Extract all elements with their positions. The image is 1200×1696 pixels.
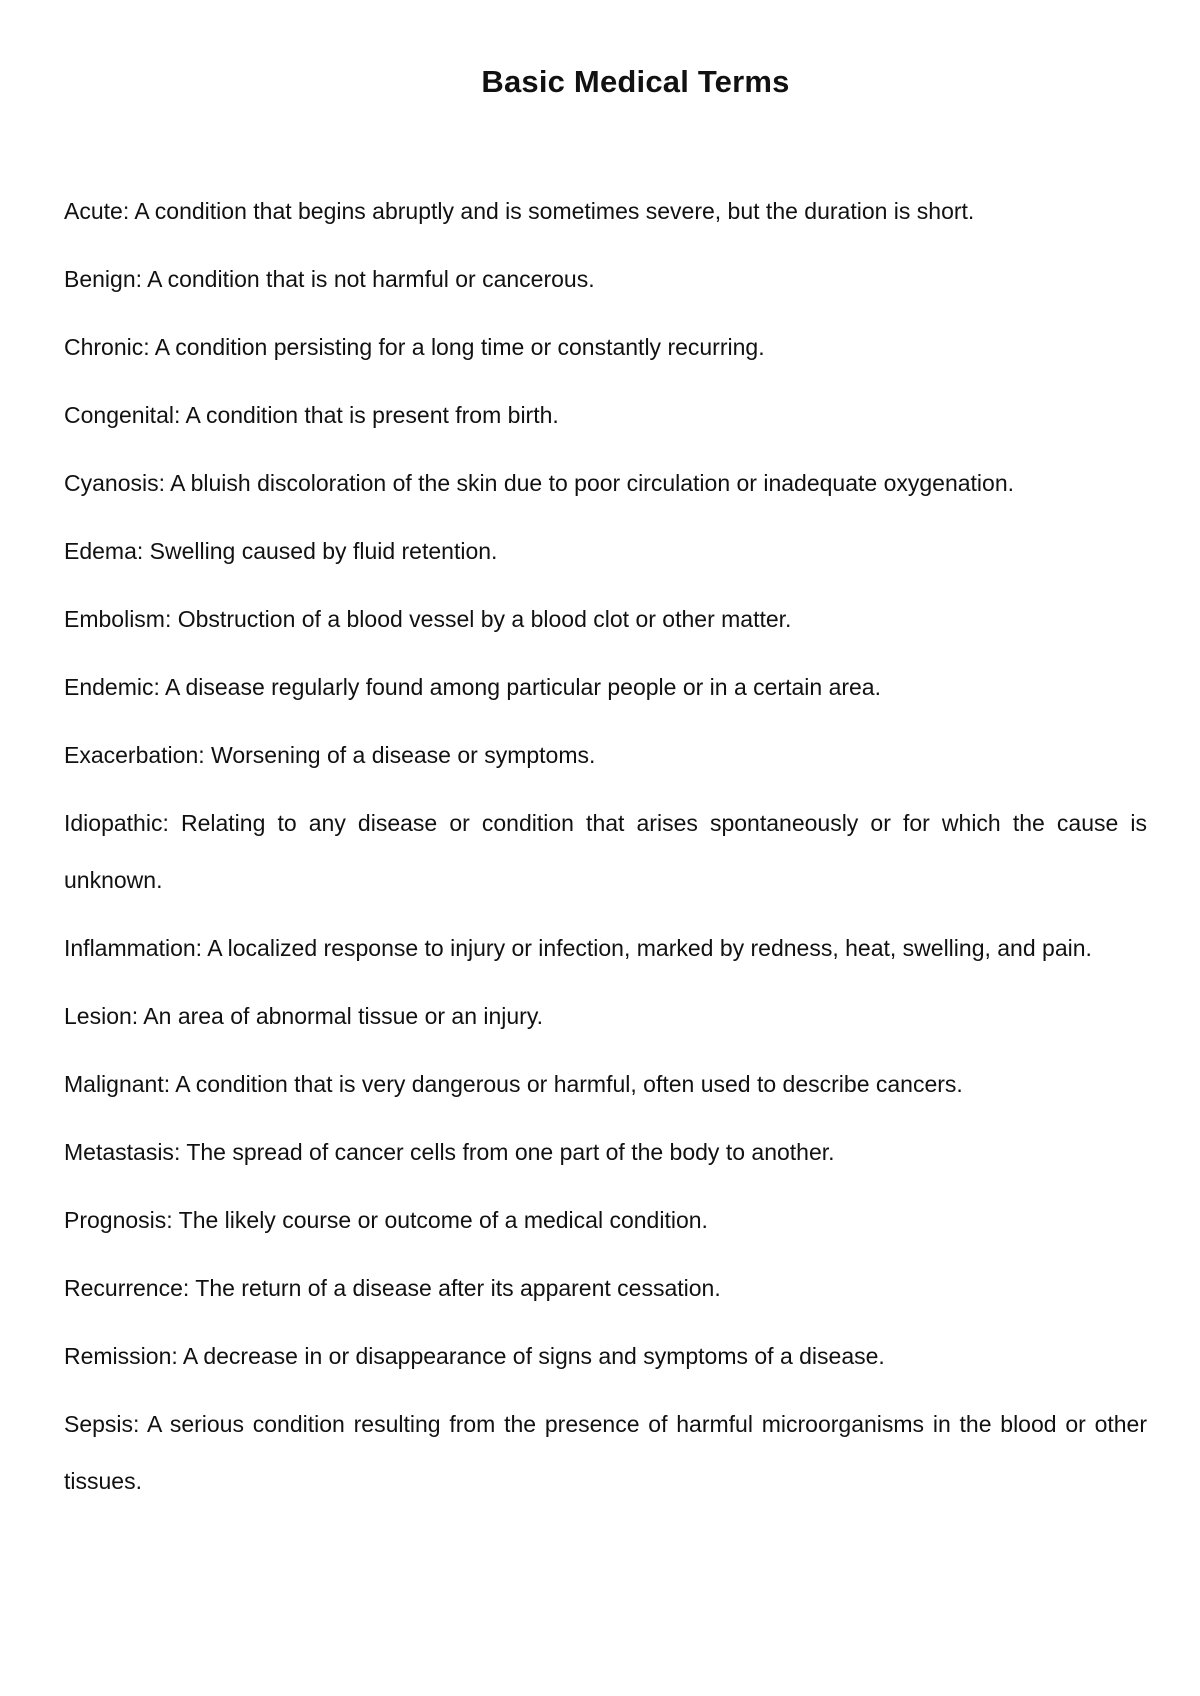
term-definition: A serious condition resulting from the presence of harmful microorganisms in the blood or other tissues. <box>64 1411 1148 1494</box>
term-definition: A condition that is very dangerous or harmful, often used to describe cancers. <box>175 1071 963 1097</box>
term-name: Embolism : <box>64 606 171 632</box>
term-item-chronic <box>64 319 1147 376</box>
term-name: Benign : <box>64 266 142 292</box>
term-definition: A condition persisting for a long time or constantly recurring. <box>154 334 765 360</box>
term-item-endemic <box>64 659 1147 716</box>
term-item-cyanosis <box>64 455 1147 512</box>
term-item-congenital <box>64 387 1147 444</box>
term-item-exacerbation <box>64 727 1147 784</box>
term-name: Inflammation : <box>64 935 202 961</box>
term-item-sepsis <box>64 1396 1147 1510</box>
term-name: Chronic : <box>64 334 150 360</box>
term-item-benign <box>64 251 1147 308</box>
term-name: Metastasis : <box>64 1139 180 1165</box>
term-name: Malignant : <box>64 1071 170 1097</box>
term-definition: A localized response to injury or infection, marked by redness, heat, swelling, and pain. <box>207 935 1092 961</box>
term-name: Edema : <box>64 538 143 564</box>
term-item-inflammation <box>64 920 1147 977</box>
term-name: Recurrence : <box>64 1275 189 1301</box>
term-definition: Swelling caused by fluid retention. <box>149 538 498 564</box>
term-definition: A condition that is not harmful or cancerous. <box>147 266 595 292</box>
term-list <box>64 183 1147 1521</box>
term-definition: A decrease in or disappearance of signs and symptoms of a disease. <box>182 1343 885 1369</box>
term-item-lesion <box>64 988 1147 1045</box>
term-definition: Relating to any disease or condition that arises spontaneously or for which the cause is unknown. <box>64 810 1147 893</box>
term-name: Idiopathic : <box>64 810 169 836</box>
term-name: Exacerbation : <box>64 742 205 768</box>
term-name: Congenital : <box>64 402 180 428</box>
page-title: Basic Medical Terms <box>481 64 790 99</box>
term-item-edema <box>64 523 1147 580</box>
term-item-malignant <box>64 1056 1147 1113</box>
term-name: Endemic : <box>64 674 160 700</box>
term-item-prognosis <box>64 1192 1147 1249</box>
term-name: Prognosis : <box>64 1207 173 1233</box>
term-item-recurrence <box>64 1260 1147 1317</box>
term-definition: The likely course or outcome of a medical condition. <box>178 1207 708 1233</box>
term-definition: An area of abnormal tissue or an injury. <box>143 1003 544 1029</box>
term-definition: A condition that is present from birth. <box>185 402 559 428</box>
term-definition: A bluish discoloration of the skin due to poor circulation or inadequate oxygenation. <box>170 470 1015 496</box>
term-name: Acute : <box>64 198 129 224</box>
term-item-acute <box>64 183 1147 240</box>
term-item-embolism <box>64 591 1147 648</box>
term-definition: A condition that begins abruptly and is sometimes severe, but the duration is short. <box>134 198 975 224</box>
term-definition: Worsening of a disease or symptoms. <box>211 742 596 768</box>
term-definition: A disease regularly found among particular people or in a certain area. <box>165 674 881 700</box>
term-definition: The spread of cancer cells from one part of the body to another. <box>186 1139 835 1165</box>
term-name: Sepsis : <box>64 1411 139 1437</box>
term-name: Cyanosis : <box>64 470 165 496</box>
term-definition: The return of a disease after its apparent cessation. <box>195 1275 721 1301</box>
term-name: Lesion : <box>64 1003 138 1029</box>
term-name: Remission : <box>64 1343 178 1369</box>
term-definition: Obstruction of a blood vessel by a blood clot or other matter. <box>177 606 792 632</box>
term-item-remission <box>64 1328 1147 1385</box>
term-item-metastasis <box>64 1124 1147 1181</box>
term-item-idiopathic <box>64 795 1147 909</box>
